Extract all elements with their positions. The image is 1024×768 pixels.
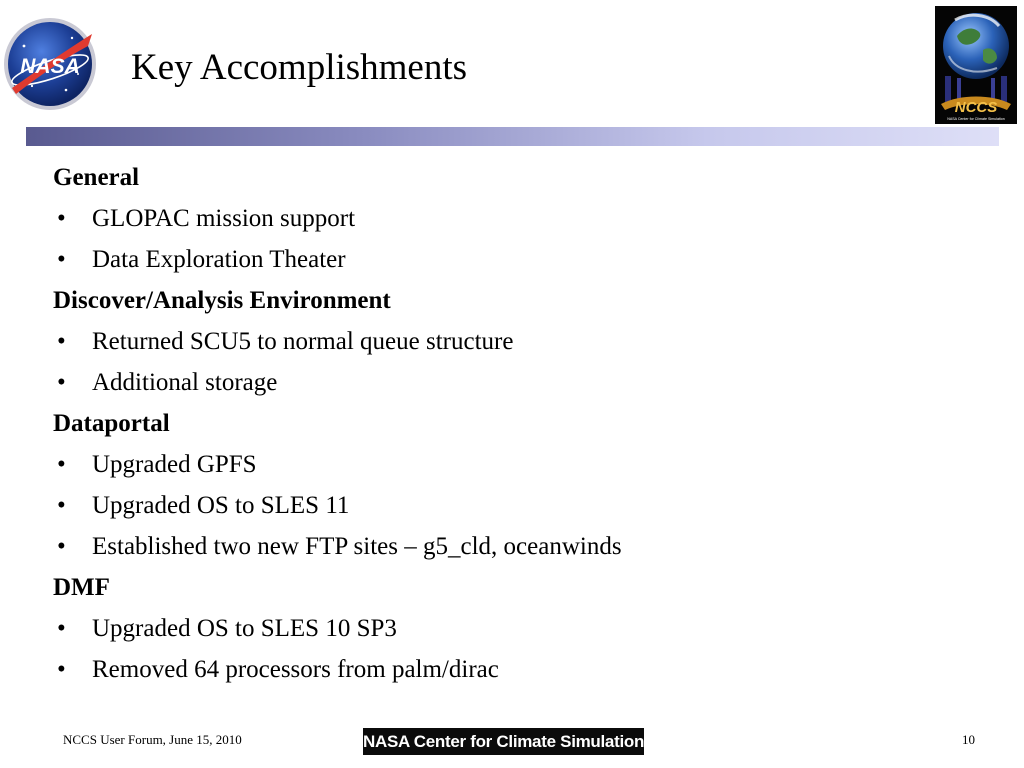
nccs-globe-icon — [935, 6, 1017, 124]
list-item-text: Upgraded OS to SLES 10 SP3 — [92, 615, 397, 642]
footer-nccs-banner: NASA Center for Climate Simulation — [363, 728, 644, 755]
list-item-text: Removed 64 processors from palm/dirac — [92, 656, 499, 683]
bullet-icon: • — [57, 492, 66, 519]
list-item — [53, 444, 993, 485]
list-item-text: Additional storage — [92, 369, 278, 396]
bullet-icon: • — [57, 246, 66, 273]
list-item-text: Returned SCU5 to normal queue structure — [92, 328, 514, 355]
section-heading-dataportal: Dataportal — [53, 410, 170, 437]
content-list — [53, 157, 993, 690]
slide-title: Key Accomplishments — [131, 47, 468, 88]
section-heading-dmf: DMF — [53, 574, 110, 601]
bullet-icon: • — [57, 328, 66, 355]
footer-event-date: NCCS User Forum, June 15, 2010 — [63, 732, 242, 747]
section-heading-general: General — [53, 164, 140, 191]
section-heading-discover: Discover/Analysis Environment — [53, 287, 391, 314]
list-item-text: GLOPAC mission support — [92, 205, 356, 232]
bullet-icon: • — [57, 369, 66, 396]
bullet-icon: • — [57, 656, 66, 683]
list-item-text: Upgraded GPFS — [92, 451, 257, 478]
nccs-logo-subtext: NASA Center for Climate Simulation — [947, 117, 1005, 121]
list-item — [53, 526, 993, 567]
list-item — [53, 321, 993, 362]
nccs-logo — [935, 6, 1017, 124]
list-item-text: Data Exploration Theater — [92, 246, 346, 273]
list-item — [53, 362, 993, 403]
bullet-icon: • — [57, 451, 66, 478]
nasa-logo — [2, 16, 98, 112]
bullet-icon: • — [57, 615, 66, 642]
bullet-icon: • — [57, 533, 66, 560]
page-number: 10 — [962, 732, 975, 747]
list-item-text: Upgraded OS to SLES 11 — [92, 492, 350, 519]
list-item — [53, 608, 993, 649]
nccs-logo-text: NCCS — [954, 99, 998, 116]
nasa-logo-text: NASA — [20, 55, 80, 78]
list-item — [53, 649, 993, 690]
nasa-meatball-icon — [2, 16, 98, 112]
list-item — [53, 485, 993, 526]
list-item — [53, 239, 993, 280]
list-item — [53, 198, 993, 239]
list-item-text: Established two new FTP sites – g5_cld, oceanwinds — [92, 533, 622, 560]
bullet-icon: • — [57, 205, 66, 232]
title-divider-bar — [26, 127, 999, 146]
